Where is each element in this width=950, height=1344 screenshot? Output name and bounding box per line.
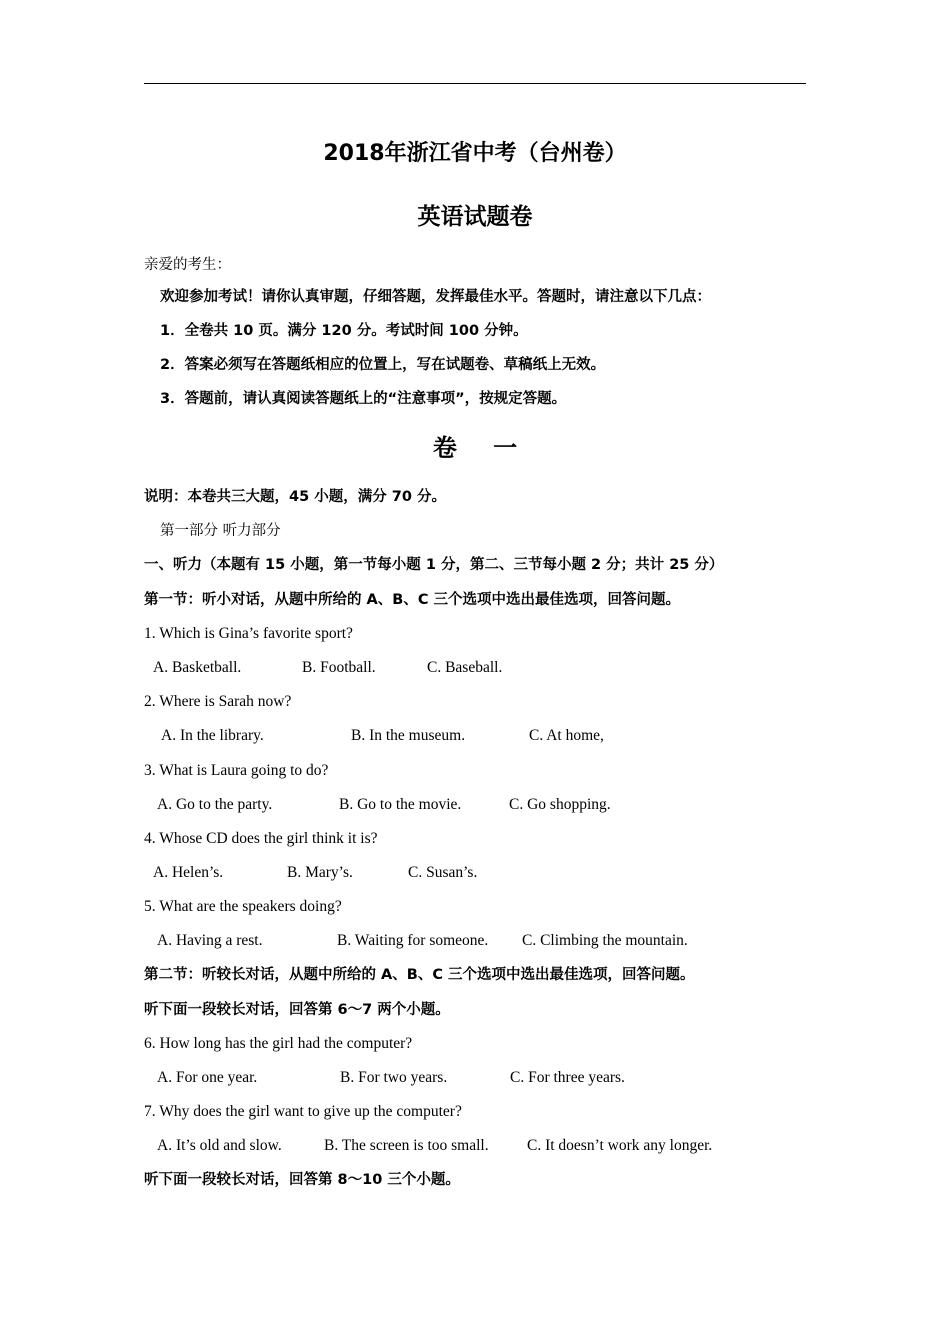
question-3: 3. What is Laura going to do? <box>144 762 329 779</box>
q3-option-c: C. Go shopping. <box>509 796 611 813</box>
question-1: 1. Which is Gina’s favorite sport? <box>144 625 353 642</box>
listening-heading: 一、听力（本题有 15 小题，第一节每小题 1 分，第二、三节每小题 2 分；共计 25 分） <box>144 557 724 573</box>
question-7: 7. Why does the girl want to give up the computer? <box>144 1103 462 1120</box>
q1-option-b: B. Football. <box>302 659 376 676</box>
note-1: 1．全卷共 10 页。满分 120 分。考试时间 100 分钟。 <box>160 323 528 339</box>
dialog2-instruction: 听下面一段较长对话，回答第 8～10 三个小题。 <box>144 1172 460 1188</box>
q7-option-b: B. The screen is too small. <box>324 1137 489 1154</box>
header-rule <box>144 83 806 84</box>
q3-option-b: B. Go to the movie. <box>339 796 462 813</box>
part1-title: 第一部分 听力部分 <box>160 523 281 539</box>
exam-title: 2018年浙江省中考（台州卷） <box>323 141 627 166</box>
welcome-text: 欢迎参加考试！请你认真审题，仔细答题，发挥最佳水平。答题时，请注意以下几点： <box>160 289 711 305</box>
sec2-instruction: 第二节：听较长对话，从题中所给的 A、B、C 三个选项中选出最佳选项，回答问题。 <box>144 967 695 983</box>
q5-option-c: C. Climbing the mountain. <box>522 932 688 949</box>
note-3: 3．答题前，请认真阅读答题纸上的“注意事项”，按规定答题。 <box>160 391 567 407</box>
q6-option-b: B. For two years. <box>340 1069 448 1086</box>
question-5: 5. What are the speakers doing? <box>144 898 342 915</box>
sec1-instruction: 第一节：听小对话，从题中所给的 A、B、C 三个选项中选出最佳选项，回答问题。 <box>144 592 681 608</box>
q2-option-a: A. In the library. <box>161 727 264 744</box>
q6-option-a: A. For one year. <box>157 1069 258 1086</box>
q7-option-a: A. It’s old and slow. <box>157 1137 282 1154</box>
q1-option-c: C. Baseball. <box>427 659 503 676</box>
q4-option-a: A. Helen’s. <box>153 864 224 881</box>
question-6: 6. How long has the girl had the computer? <box>144 1035 413 1052</box>
q3-option-a: A. Go to the party. <box>157 796 273 813</box>
question-4: 4. Whose CD does the girl think it is? <box>144 830 378 847</box>
section-explanation: 说明：本卷共三大题，45 小题，满分 70 分。 <box>144 489 446 505</box>
section-title: 卷 一 <box>432 434 532 462</box>
q4-option-c: C. Susan’s. <box>408 864 478 881</box>
q2-option-b: B. In the museum. <box>351 727 466 744</box>
note-2: 2．答案必须写在答题纸相应的位置上，写在试题卷、草稿纸上无效。 <box>160 357 606 373</box>
q5-option-a: A. Having a rest. <box>157 932 263 949</box>
exam-subtitle: 英语试题卷 <box>417 204 533 230</box>
q5-option-b: B. Waiting for someone. <box>337 932 489 949</box>
question-2: 2. Where is Sarah now? <box>144 693 292 710</box>
greeting: 亲爱的考生： <box>144 257 231 273</box>
q1-option-a: A. Basketball. <box>153 659 242 676</box>
q2-option-c: C. At home, <box>529 727 604 744</box>
q6-option-c: C. For three years. <box>510 1069 625 1086</box>
dialog1-instruction: 听下面一段较长对话，回答第 6～7 两个小题。 <box>144 1002 450 1018</box>
q7-option-c: C. It doesn’t work any longer. <box>527 1137 713 1154</box>
q4-option-b: B. Mary’s. <box>287 864 353 881</box>
